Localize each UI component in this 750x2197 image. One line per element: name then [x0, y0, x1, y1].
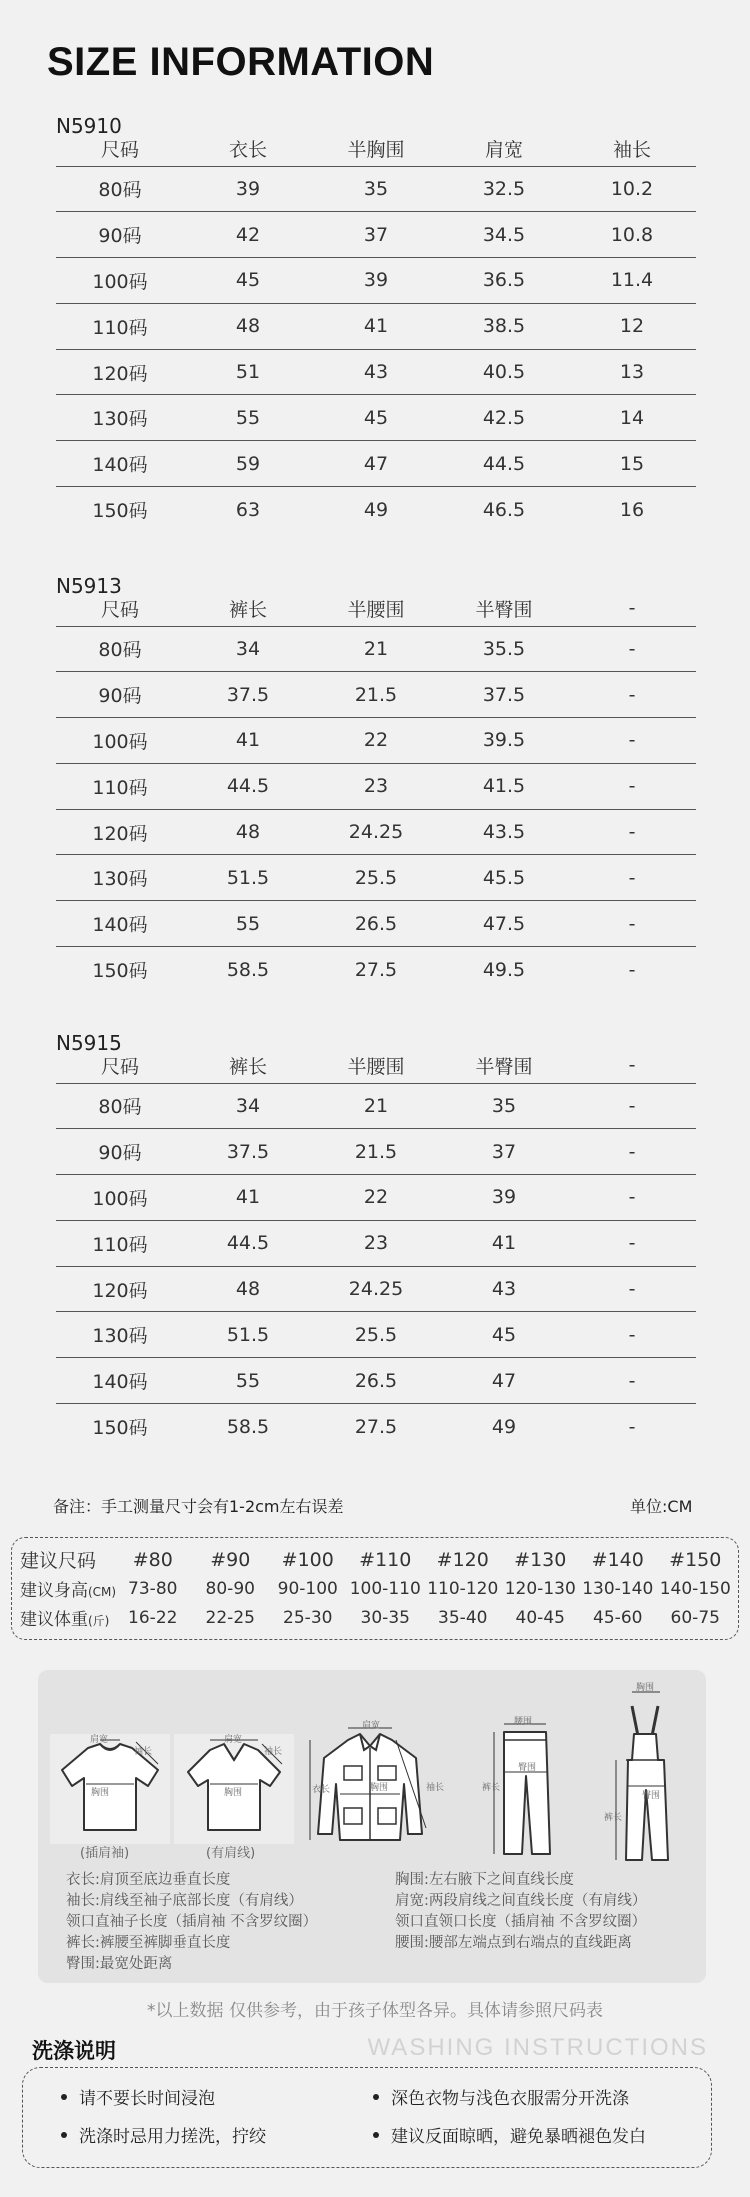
weight-cell: 22-25 [205, 1607, 255, 1628]
table-body [56, 166, 696, 532]
height-cell: 140-150 [659, 1578, 731, 1599]
size-cell: 110码 [56, 303, 184, 349]
row-label [18, 1574, 117, 1603]
guide-label: 肩宽 [362, 1721, 381, 1731]
washing-item [373, 2122, 646, 2147]
column-header: 半腰围 [312, 591, 440, 626]
table-row [56, 212, 696, 258]
height-cell: 100-110 [349, 1578, 421, 1599]
recommended-weight-row [18, 1603, 734, 1632]
size-cell: #110 [359, 1548, 412, 1571]
washing-box [22, 2067, 712, 2168]
size-cell: 90码 [56, 212, 184, 258]
size-cell: 150码 [92, 960, 148, 983]
column-header: 衣长 [184, 131, 312, 166]
column-header: 半腰围 [312, 1048, 440, 1083]
measurement-cell: 21.5 [312, 672, 440, 718]
bullet-icon [61, 2132, 67, 2138]
measurement-cell: 43 [440, 1266, 568, 1312]
size-cell: 130码 [56, 395, 184, 441]
size-cell: #80 [132, 1548, 173, 1571]
table-header-row [56, 591, 696, 626]
washing-item-text: 深色衣物与浅色衣服需分开洗涤 [391, 2089, 629, 2109]
guide-label: 肩宽 [90, 1735, 109, 1745]
table-row [56, 1358, 696, 1404]
measurement-cell: 39 [312, 258, 440, 304]
guide-label: 袖长 [134, 1747, 153, 1757]
measurement-cell: 41 [312, 303, 440, 349]
height-cell: 120-130 [504, 1578, 576, 1599]
definition-item: 裤长:裤腰至裤脚垂直长度 [66, 1935, 231, 1951]
measurement-cell: - [568, 1083, 696, 1129]
measurement-cell: 63 [235, 498, 261, 521]
measurement-cell: 24.25 [312, 809, 440, 855]
measurement-cell: - [568, 901, 696, 947]
table-row [56, 441, 696, 487]
column-header: 裤长 [184, 1048, 312, 1083]
washing-item [61, 2122, 266, 2147]
measurement-cell: 55 [184, 901, 312, 947]
measurement-cell: 36.5 [440, 258, 568, 304]
table-row [56, 901, 696, 947]
measurement-cell: - [568, 672, 696, 718]
measurement-cell: 23 [312, 1220, 440, 1266]
definition-item: 肩宽:两段肩线之间直线长度（有肩线） [395, 1893, 647, 1909]
table-row [56, 349, 696, 395]
size-table [56, 591, 696, 992]
size-cell: 90码 [56, 1129, 184, 1175]
weight-cell: 30-35 [360, 1607, 410, 1628]
measurement-cell: 25.5 [312, 1312, 440, 1358]
definition-item: 袖长:肩线至袖子底部长度（有肩线） [66, 1893, 303, 1909]
size-cell: 110码 [56, 763, 184, 809]
guide-label: 胸围 [636, 1683, 655, 1693]
size-cell: #130 [514, 1548, 567, 1571]
measurement-cell: 37 [440, 1129, 568, 1175]
model-code: N5915 [56, 1031, 122, 1055]
size-cell: 130码 [56, 1312, 184, 1358]
table-row [56, 395, 696, 441]
measurement-cell: 44.5 [184, 1220, 312, 1266]
page-title: SIZE INFORMATION [47, 40, 435, 84]
measurement-cell: 37.5 [184, 672, 312, 718]
measurement-cell: 41 [184, 718, 312, 764]
measurement-cell: 23 [312, 763, 440, 809]
size-cell: 150码 [92, 1417, 148, 1440]
table-row [56, 166, 696, 212]
height-cell: 110-120 [427, 1578, 499, 1599]
column-header: 尺码 [56, 131, 184, 166]
measurement-cell: 10.2 [568, 166, 696, 212]
measurement-cell: 37 [312, 212, 440, 258]
bullet-icon [61, 2094, 67, 2100]
washing-item [373, 2084, 629, 2109]
measurement-cell: 26.5 [312, 901, 440, 947]
model-code: N5913 [56, 574, 122, 598]
measurement-cell: 21 [312, 626, 440, 672]
measurement-cell: 43.5 [440, 809, 568, 855]
measurement-cell: 10.8 [568, 212, 696, 258]
measurement-cell: 34.5 [440, 212, 568, 258]
height-cell: 90-100 [277, 1578, 338, 1599]
guide-label: 胸围 [91, 1788, 110, 1798]
measurement-cell: 49 [491, 1415, 517, 1438]
measurement-cell: - [568, 763, 696, 809]
overalls-illustration [604, 1678, 684, 1868]
measurement-cell: 47 [440, 1358, 568, 1404]
measurement-cell: 58.5 [226, 1415, 270, 1438]
measurement-cell: 51 [184, 349, 312, 395]
guide-label: 臀围 [642, 1791, 661, 1801]
weight-cell: 16-22 [128, 1607, 178, 1628]
measurement-cell: 35 [312, 166, 440, 212]
size-cell: 120码 [56, 809, 184, 855]
guide-label: 腰围 [514, 1717, 533, 1727]
table-row [56, 1175, 696, 1221]
table-row [56, 809, 696, 855]
guide-label: 肩宽 [224, 1735, 243, 1745]
size-cell: #120 [436, 1548, 489, 1571]
table-row [56, 947, 696, 993]
table-row [56, 1129, 696, 1175]
measurement-cell: 34 [184, 626, 312, 672]
size-cell: 110码 [56, 1220, 184, 1266]
measurement-guide-panel [38, 1670, 706, 1983]
height-unit: (CM) [88, 1585, 117, 1599]
definition-item: 领口直领口长度（插肩袖 不含罗纹圈） [395, 1914, 647, 1930]
column-header: 半臀围 [440, 1048, 568, 1083]
table-header-row [56, 131, 696, 166]
measurement-cell: - [628, 1415, 636, 1438]
weight-cell: 35-40 [438, 1607, 488, 1628]
column-header: 半臀围 [440, 591, 568, 626]
measurement-cell: 21.5 [312, 1129, 440, 1175]
column-header: 尺码 [56, 1048, 184, 1083]
table-header-row [56, 1048, 696, 1083]
size-cell: #100 [281, 1548, 334, 1571]
size-cell: 140码 [56, 901, 184, 947]
column-header: 袖长 [568, 131, 696, 166]
measurement-cell: 16 [619, 498, 645, 521]
measurement-cell: 32.5 [440, 166, 568, 212]
washing-item-text: 建议反面晾晒，避免暴晒褪色发白 [391, 2127, 646, 2147]
measurement-cell: 14 [568, 395, 696, 441]
measurement-cell: 42 [184, 212, 312, 258]
measurement-cell: 27.5 [354, 958, 398, 981]
size-cell: #90 [210, 1548, 251, 1571]
measurement-cell: 44.5 [184, 763, 312, 809]
column-header: 半胸围 [312, 131, 440, 166]
measurement-cell: - [568, 1175, 696, 1221]
disclaimer: *以上数据 仅供参考，由于孩子体型各异。具体请参照尺码表 [147, 2001, 603, 2021]
size-cell: 140码 [56, 441, 184, 487]
measurement-cell: 15 [568, 441, 696, 487]
measurement-cell: 24.25 [312, 1266, 440, 1312]
measurement-cell: 43 [312, 349, 440, 395]
measurement-cell: 40.5 [440, 349, 568, 395]
unit-note: 单位:CM [630, 1497, 693, 1516]
size-cell: #140 [591, 1548, 644, 1571]
measurement-cell: 45.5 [440, 855, 568, 901]
measurement-cell: 45 [312, 395, 440, 441]
recommended-height-row [18, 1574, 734, 1603]
height-label: 建议身高 [20, 1581, 88, 1601]
measurement-cell: 58.5 [226, 958, 270, 981]
height-cell: 80-90 [205, 1578, 255, 1599]
measurement-cell: 22 [312, 718, 440, 764]
size-cell: 140码 [56, 1358, 184, 1404]
measurement-cell: 37.5 [184, 1129, 312, 1175]
definition-list-right [395, 1870, 646, 1954]
size-cell: 80码 [56, 626, 184, 672]
guide-label: 胸围 [370, 1783, 389, 1793]
size-cell: 100码 [56, 1175, 184, 1221]
measurement-cell: 39.5 [440, 718, 568, 764]
size-cell: 100码 [56, 258, 184, 304]
size-cell: 120码 [56, 1266, 184, 1312]
size-table [56, 1048, 696, 1449]
definition-item: 领口直袖子长度（插肩袖 不含罗纹圈） [66, 1914, 318, 1930]
recommended-size-table [18, 1545, 734, 1632]
bullet-icon [373, 2132, 379, 2138]
size-cell: 130码 [56, 855, 184, 901]
definition-item: 臀围:最宽处距离 [66, 1956, 173, 1972]
guide-label: 裤长 [604, 1813, 623, 1823]
measurement-cell: - [628, 958, 636, 981]
measurement-cell: 55 [184, 395, 312, 441]
measurement-cell: 46.5 [482, 498, 526, 521]
measurement-cell: - [568, 1358, 696, 1404]
size-cell: 120码 [56, 349, 184, 395]
measurement-cell: 55 [184, 1358, 312, 1404]
measurement-cell: 37.5 [440, 672, 568, 718]
washing-title-en: WASHING INSTRUCTIONS [367, 2034, 708, 2061]
table-row [56, 1083, 696, 1129]
measurement-cell: 38.5 [440, 303, 568, 349]
measurement-cell: 35.5 [440, 626, 568, 672]
measurement-cell: 13 [568, 349, 696, 395]
measurement-cell: 49.5 [482, 958, 526, 981]
weight-cell: 60-75 [670, 1607, 720, 1628]
measurement-cell: 59 [184, 441, 312, 487]
measurement-cell: - [568, 1220, 696, 1266]
size-cell: 90码 [56, 672, 184, 718]
size-cell: #150 [669, 1548, 722, 1571]
washing-item [61, 2084, 215, 2109]
guide-label: 袖长 [264, 1747, 283, 1757]
overalls-icon [604, 1678, 684, 1868]
raglan-caption: (插肩袖) [80, 1846, 130, 1861]
measurement-cell: 48 [184, 303, 312, 349]
definition-item: 腰围:腰部左端点到右端点的直线距离 [395, 1935, 632, 1951]
measurement-cell: 39 [440, 1175, 568, 1221]
table-body [56, 626, 696, 992]
size-cell: 150码 [92, 500, 148, 523]
measurement-cell: - [568, 718, 696, 764]
measurement-cell: 47 [312, 441, 440, 487]
weight-label: 建议体重 [20, 1610, 88, 1630]
guide-label: 胸围 [224, 1788, 243, 1798]
measurement-cell: 41.5 [440, 763, 568, 809]
measurement-cell: 45 [184, 258, 312, 304]
size-cell: 80码 [56, 1083, 184, 1129]
measurement-cell: 27.5 [354, 1415, 398, 1438]
table-row [56, 487, 696, 533]
measurement-cell: 34 [184, 1083, 312, 1129]
measurement-cell: 35 [440, 1083, 568, 1129]
table-row [56, 1404, 696, 1450]
measurement-cell: 44.5 [440, 441, 568, 487]
size-cell: 80码 [56, 166, 184, 212]
measurement-cell: 48 [184, 1266, 312, 1312]
size-table [56, 131, 696, 532]
table-row [56, 718, 696, 764]
measurement-cell: 11.4 [568, 258, 696, 304]
guide-label: 袖长 [426, 1783, 445, 1793]
weight-cell: 45-60 [593, 1607, 643, 1628]
measurement-cell: - [568, 809, 696, 855]
measurement-cell: 39 [184, 166, 312, 212]
row-label: 建议尺码 [20, 1550, 97, 1572]
measurement-cell: 41 [440, 1220, 568, 1266]
measurement-cell: 51.5 [184, 855, 312, 901]
table-row [56, 258, 696, 304]
measurement-cell: 26.5 [312, 1358, 440, 1404]
washing-title: 洗涤说明 [32, 2039, 116, 2063]
table-row [56, 1312, 696, 1358]
weight-unit: (斤) [88, 1614, 110, 1628]
bullet-icon [373, 2094, 379, 2100]
measurement-cell: 12 [568, 303, 696, 349]
measurement-cell: 47.5 [440, 901, 568, 947]
table-body [56, 1083, 696, 1449]
measurement-cell: 51.5 [184, 1312, 312, 1358]
measurement-cell: 45 [440, 1312, 568, 1358]
row-label [18, 1603, 114, 1632]
measurement-cell: 48 [184, 809, 312, 855]
table-row [56, 763, 696, 809]
definition-item: 衣长:肩顶至底边垂直长度 [66, 1872, 231, 1888]
size-cell: 100码 [56, 718, 184, 764]
measurement-cell: 49 [363, 498, 389, 521]
measurement-cell: - [568, 855, 696, 901]
washing-item-text: 洗涤时忌用力搓洗，拧绞 [79, 2127, 266, 2147]
height-cell: 130-140 [582, 1578, 654, 1599]
table-row [56, 855, 696, 901]
measurement-cell: - [568, 1129, 696, 1175]
column-header: - [568, 591, 696, 626]
measurement-cell: 25.5 [312, 855, 440, 901]
guide-label: 裤长 [482, 1783, 501, 1793]
washing-item-text: 请不要长时间浸泡 [79, 2089, 215, 2109]
measurement-cell: - [568, 1266, 696, 1312]
column-header: 尺码 [56, 591, 184, 626]
measurement-cell: - [568, 1312, 696, 1358]
measurement-cell: - [568, 626, 696, 672]
measurement-cell: 41 [184, 1175, 312, 1221]
table-row [56, 1266, 696, 1312]
recommended-size-row [18, 1545, 734, 1574]
guide-label: 臀围 [518, 1763, 537, 1773]
recommended-size-box [11, 1537, 739, 1640]
definition-list-left [66, 1870, 317, 1975]
weight-cell: 40-45 [515, 1607, 565, 1628]
guide-label: 衣长 [312, 1785, 331, 1795]
measurement-note: 备注：手工测量尺寸会有1-2cm左右误差 [53, 1497, 344, 1516]
column-header: 肩宽 [440, 131, 568, 166]
definition-item: 胸围:左右腋下之间直线长度 [395, 1872, 574, 1888]
table-row [56, 1220, 696, 1266]
table-row [56, 303, 696, 349]
shoulder-caption: (有肩线) [206, 1846, 256, 1861]
height-cell: 73-80 [128, 1578, 178, 1599]
column-header: 裤长 [184, 591, 312, 626]
weight-cell: 25-30 [283, 1607, 333, 1628]
table-row [56, 672, 696, 718]
measurement-cell: 22 [312, 1175, 440, 1221]
measurement-cell: 42.5 [440, 395, 568, 441]
table-row [56, 626, 696, 672]
measurement-cell: 21 [312, 1083, 440, 1129]
column-header: - [568, 1048, 696, 1083]
model-code: N5910 [56, 114, 122, 138]
